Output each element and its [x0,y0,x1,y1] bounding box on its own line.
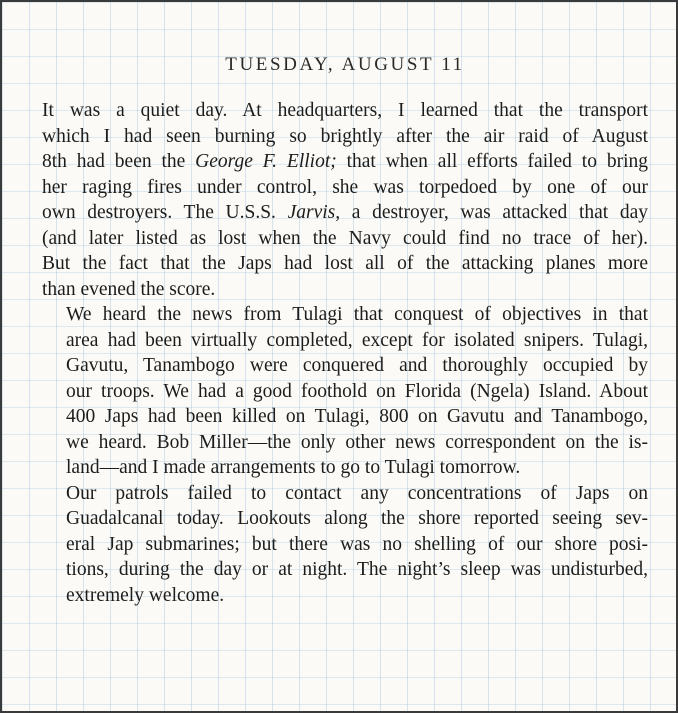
text-line: land—and I made arrangements to go to Tulagi tomorrow. [66,457,521,478]
page-content [42,54,648,608]
paragraph-2 [42,302,648,481]
text-line: than evened the score. [42,278,216,300]
text-line: we heard. Bob Miller—the only other news correspondent on the is- [66,431,648,453]
text-line: area had been virtually completed, except for isolated snipers. Tulagi, [66,329,648,351]
paragraph-3 [42,481,648,609]
text-line: (and later listed as lost when the Navy could find no trace of her). [42,227,648,249]
text-line: But the fact that the Japs had lost all of the attacking planes more [42,253,648,274]
text-line: which I had seen burning so brightly after the air raid of August [42,125,648,147]
text-line: Guadalcanal today. Lookouts along the shore reported seeing sev- [66,508,648,529]
page-heading: TUESDAY, AUGUST 11 [225,54,465,75]
text-line: eral Jap submarines; but there was no shelling of our shore posi- [66,533,648,555]
text-line: 400 Japs had been killed on Tulagi, 800 on Gavutu and Tanambogo, [66,406,648,427]
text-line: own destroyers. The U.S.S. Jarvis, a destroyer, was attacked that day [42,202,648,223]
text-line: 8th had been the George F. Elliot; that when all efforts failed to bring [42,151,648,172]
text-line: tions, during the day or at night. The night’s sleep was undisturbed, [66,559,648,580]
text-line: Our patrols failed to contact any concentrations of Japs on [66,482,648,504]
text-line: Gavutu, Tanambogo were conquered and thoroughly occupied by [66,355,648,376]
text-line: her raging fires under control, she was torpedoed by one of our [42,176,648,198]
text-line: extremely welcome. [66,584,225,606]
ship-name-elliot: George F. Elliot; [195,151,337,172]
text-line: our troops. We had a good foothold on Florida (Ngela) Island. About [66,380,648,402]
text-line: It was a quiet day. At headquarters, I learned that the transport [42,100,648,121]
paragraph-1 [42,98,648,302]
ship-name-jarvis: Jarvis, [287,202,341,223]
text-line: We heard the news from Tulagi that conquest of objectives in that [66,304,648,325]
